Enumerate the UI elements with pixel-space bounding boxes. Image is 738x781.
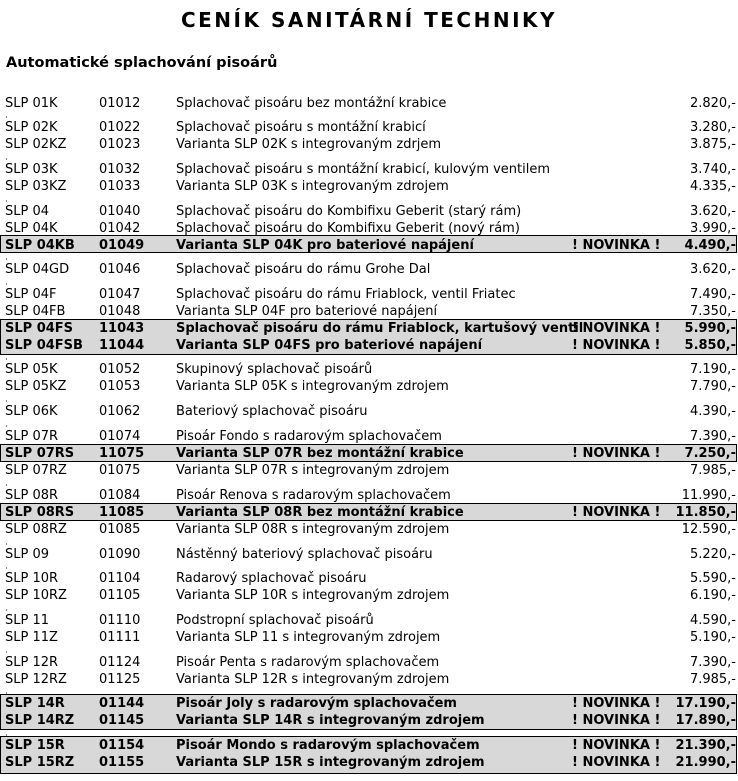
product-code: SLP 05KZ bbox=[5, 379, 67, 394]
table-row bbox=[0, 220, 738, 237]
separator-tick bbox=[6, 158, 7, 160]
product-code: SLP 01K bbox=[5, 96, 58, 111]
product-code: SLP 04FB bbox=[5, 304, 66, 319]
product-description: Pisoár Penta s radarovým splachovačem bbox=[176, 655, 440, 670]
product-code: SLP 04FSB bbox=[5, 338, 83, 353]
price: 5.850,- bbox=[684, 338, 736, 353]
order-number: 01040 bbox=[99, 204, 141, 219]
price: 7.985,- bbox=[689, 672, 736, 687]
product-code: SLP 04 bbox=[5, 204, 50, 219]
product-description: Bateriový splachovač pisoáru bbox=[176, 404, 368, 419]
product-description: Pisoár Renova s radarovým splachovačem bbox=[176, 488, 451, 503]
product-description: Varianta SLP 08R bez montážní krabice bbox=[176, 505, 464, 520]
price: 4.335,- bbox=[689, 179, 736, 194]
product-code: SLP 04GD bbox=[5, 262, 70, 277]
separator-tick bbox=[6, 400, 7, 402]
order-number: 01047 bbox=[99, 287, 141, 302]
product-description: Varianta SLP 03K s integrovaným zdrojem bbox=[176, 179, 449, 194]
order-number: 11075 bbox=[99, 446, 145, 461]
price: 11.850,- bbox=[675, 505, 736, 520]
new-badge: ! NOVINKA ! bbox=[572, 696, 661, 711]
new-badge: ! NOVINKA ! bbox=[572, 505, 661, 520]
price: 17.890,- bbox=[675, 713, 736, 728]
product-code: SLP 03K bbox=[5, 162, 58, 177]
table-row bbox=[0, 570, 738, 587]
price: 2.820,- bbox=[689, 96, 736, 111]
product-description: Splachovač pisoáru do rámu Friablock, ventil Friatec bbox=[176, 287, 516, 302]
table-row bbox=[0, 428, 738, 445]
product-code: SLP 08RZ bbox=[5, 522, 67, 537]
product-code: SLP 10R bbox=[5, 571, 59, 586]
order-number: 01124 bbox=[99, 655, 141, 670]
product-description: Podstropní splachovač pisoárů bbox=[176, 613, 374, 628]
table-row bbox=[0, 286, 738, 303]
table-row bbox=[0, 261, 738, 278]
table-row bbox=[0, 504, 738, 521]
price: 3.740,- bbox=[689, 162, 736, 177]
separator-tick bbox=[6, 734, 7, 736]
separator-tick bbox=[6, 425, 7, 427]
new-badge: ! NOVINKA ! bbox=[572, 321, 661, 336]
order-number: 01032 bbox=[99, 162, 141, 177]
separator-tick bbox=[6, 543, 7, 545]
product-description: Splachovač pisoáru do rámu Friablock, kartušový ventil bbox=[176, 321, 584, 336]
product-code: SLP 12R bbox=[5, 655, 59, 670]
order-number: 01084 bbox=[99, 488, 141, 503]
price: 3.620,- bbox=[689, 204, 736, 219]
product-description: Varianta SLP 08R s integrovaným zdrojem bbox=[176, 522, 450, 537]
product-code: SLP 11Z bbox=[5, 630, 58, 645]
price: 3.620,- bbox=[689, 262, 736, 277]
separator-tick bbox=[6, 651, 7, 653]
product-code: SLP 09 bbox=[5, 547, 50, 562]
product-description: Varianta SLP 15R s integrovaným zdrojem bbox=[176, 755, 485, 770]
product-code: SLP 08R bbox=[5, 488, 59, 503]
product-code: SLP 05K bbox=[5, 362, 58, 377]
table-row bbox=[0, 754, 738, 771]
price: 7.790,- bbox=[689, 379, 736, 394]
price: 4.490,- bbox=[684, 238, 736, 253]
product-code: SLP 07RS bbox=[5, 446, 75, 461]
table-row bbox=[0, 462, 738, 479]
table-row bbox=[0, 203, 738, 220]
product-code: SLP 07R bbox=[5, 429, 59, 444]
product-description: Varianta SLP 04F pro bateriové napájení bbox=[176, 304, 438, 319]
product-code: SLP 15R bbox=[5, 738, 65, 753]
product-description: Splachovač pisoáru s montážní krabicí bbox=[176, 120, 426, 135]
product-code: SLP 04FS bbox=[5, 321, 74, 336]
table-row bbox=[0, 378, 738, 395]
price: 3.280,- bbox=[689, 120, 736, 135]
order-number: 01154 bbox=[99, 738, 145, 753]
table-row bbox=[0, 237, 738, 254]
table-row bbox=[0, 671, 738, 688]
product-code: SLP 07RZ bbox=[5, 463, 67, 478]
product-description: Radarový splachovač pisoáru bbox=[176, 571, 367, 586]
separator-tick bbox=[6, 116, 7, 118]
table-row bbox=[0, 737, 738, 754]
table-row bbox=[0, 403, 738, 420]
section-title: Automatické splachování pisoárů bbox=[6, 55, 278, 71]
table-row bbox=[0, 546, 738, 563]
product-description: Splachovač pisoáru do Kombifixu Geberit (nový rám) bbox=[176, 221, 520, 236]
order-number: 01104 bbox=[99, 571, 141, 586]
price: 5.590,- bbox=[689, 571, 736, 586]
price: 17.190,- bbox=[675, 696, 736, 711]
price: 7.250,- bbox=[684, 446, 736, 461]
table-row bbox=[0, 629, 738, 646]
table-row bbox=[0, 712, 738, 729]
product-description: Varianta SLP 12R s integrovaným zdrojem bbox=[176, 672, 450, 687]
product-description: Varianta SLP 10R s integrovaným zdrojem bbox=[176, 588, 450, 603]
order-number: 11044 bbox=[99, 338, 145, 353]
product-description: Pisoár Mondo s radarovým splachovačem bbox=[176, 738, 480, 753]
table-row bbox=[0, 521, 738, 538]
product-description: Splachovač pisoáru s montážní krabicí, kulovým ventilem bbox=[176, 162, 551, 177]
page-title: CENÍK SANITÁRNÍ TECHNIKY bbox=[180, 8, 558, 32]
product-description: Varianta SLP 04FS pro bateriové napájení bbox=[176, 338, 483, 353]
separator-tick bbox=[6, 567, 7, 569]
separator-tick bbox=[6, 258, 7, 260]
product-code: SLP 04K bbox=[5, 221, 58, 236]
new-badge: ! NOVINKA ! bbox=[572, 338, 661, 353]
table-row bbox=[0, 119, 738, 136]
order-number: 01046 bbox=[99, 262, 141, 277]
price: 3.875,- bbox=[689, 137, 736, 152]
order-number: 01085 bbox=[99, 522, 141, 537]
product-code: SLP 12RZ bbox=[5, 672, 67, 687]
table-row bbox=[0, 161, 738, 178]
price: 5.990,- bbox=[684, 321, 736, 336]
order-number: 01048 bbox=[99, 304, 141, 319]
order-number: 01145 bbox=[99, 713, 145, 728]
separator-tick bbox=[6, 283, 7, 285]
table-row bbox=[0, 361, 738, 378]
separator-tick bbox=[6, 609, 7, 611]
product-code: SLP 02K bbox=[5, 120, 58, 135]
product-description: Varianta SLP 07R bez montážní krabice bbox=[176, 446, 464, 461]
order-number: 01110 bbox=[99, 613, 141, 628]
price: 7.190,- bbox=[689, 362, 736, 377]
product-description: Splachovač pisoáru do Kombifixu Geberit (starý rám) bbox=[176, 204, 522, 219]
separator-tick bbox=[6, 484, 7, 486]
order-number: 01049 bbox=[99, 238, 145, 253]
price: 6.190,- bbox=[689, 588, 736, 603]
order-number: 01042 bbox=[99, 221, 141, 236]
table-row bbox=[0, 95, 738, 112]
product-description: Splachovač pisoáru do rámu Grohe Dal bbox=[176, 262, 431, 277]
table-row bbox=[0, 303, 738, 320]
order-number: 01144 bbox=[99, 696, 145, 711]
order-number: 01012 bbox=[99, 96, 141, 111]
order-number: 01125 bbox=[99, 672, 141, 687]
price: 21.990,- bbox=[675, 755, 736, 770]
order-number: 01090 bbox=[99, 547, 141, 562]
table-row bbox=[0, 487, 738, 504]
new-badge: ! NOVINKA ! bbox=[572, 446, 661, 461]
price: 5.220,- bbox=[689, 547, 736, 562]
price: 4.390,- bbox=[689, 404, 736, 419]
table-row bbox=[0, 695, 738, 712]
price: 7.985,- bbox=[689, 463, 736, 478]
product-code: SLP 03KZ bbox=[5, 179, 67, 194]
separator-tick bbox=[6, 692, 7, 694]
product-description: Varianta SLP 05K s integrovaným zdrojem bbox=[176, 379, 449, 394]
order-number: 01105 bbox=[99, 588, 141, 603]
order-number: 01033 bbox=[99, 179, 141, 194]
product-description: Splachovač pisoáru bez montážní krabice bbox=[176, 96, 447, 111]
price: 7.350,- bbox=[689, 304, 736, 319]
product-code: SLP 04KB bbox=[5, 238, 75, 253]
table-row bbox=[0, 654, 738, 671]
price: 5.190,- bbox=[689, 630, 736, 645]
product-description: Pisoár Fondo s radarovým splachovačem bbox=[176, 429, 442, 444]
separator-tick bbox=[6, 358, 7, 360]
new-badge: ! NOVINKA ! bbox=[572, 713, 661, 728]
price: 7.390,- bbox=[689, 429, 736, 444]
product-description: Varianta SLP 02K s integrovaným zdrjem bbox=[176, 137, 442, 152]
price: 4.590,- bbox=[689, 613, 736, 628]
order-number: 01075 bbox=[99, 463, 141, 478]
price: 7.390,- bbox=[689, 655, 736, 670]
table-row bbox=[0, 136, 738, 153]
product-description: Varianta SLP 04K pro bateriové napájení bbox=[176, 238, 474, 253]
order-number: 11043 bbox=[99, 321, 145, 336]
product-code: SLP 14RZ bbox=[5, 713, 75, 728]
order-number: 01022 bbox=[99, 120, 141, 135]
order-number: 01155 bbox=[99, 755, 145, 770]
product-code: SLP 08RS bbox=[5, 505, 75, 520]
price: 11.990,- bbox=[681, 488, 736, 503]
table-row bbox=[0, 337, 738, 354]
separator-tick bbox=[6, 200, 7, 202]
new-badge: ! NOVINKA ! bbox=[572, 738, 661, 753]
table-row bbox=[0, 178, 738, 195]
product-description: Nástěnný bateriový splachovač pisoáru bbox=[176, 547, 433, 562]
product-code: SLP 02KZ bbox=[5, 137, 67, 152]
price: 12.590,- bbox=[681, 522, 736, 537]
table-row bbox=[0, 320, 738, 337]
new-badge: ! NOVINKA ! bbox=[572, 238, 661, 253]
product-code: SLP 14R bbox=[5, 696, 65, 711]
product-code: SLP 11 bbox=[5, 613, 50, 628]
table-row bbox=[0, 612, 738, 629]
order-number: 01052 bbox=[99, 362, 141, 377]
product-code: SLP 06K bbox=[5, 404, 58, 419]
product-description: Varianta SLP 07R s integrovaným zdrojem bbox=[176, 463, 450, 478]
order-number: 11085 bbox=[99, 505, 145, 520]
new-badge: ! NOVINKA ! bbox=[572, 755, 661, 770]
product-code: SLP 10RZ bbox=[5, 588, 67, 603]
order-number: 01053 bbox=[99, 379, 141, 394]
order-number: 01062 bbox=[99, 404, 141, 419]
table-row bbox=[0, 587, 738, 604]
price: 21.390,- bbox=[675, 738, 736, 753]
order-number: 01074 bbox=[99, 429, 141, 444]
table-row bbox=[0, 445, 738, 462]
product-description: Pisoár Joly s radarovým splachovačem bbox=[176, 696, 457, 711]
price: 3.990,- bbox=[689, 221, 736, 236]
price: 7.490,- bbox=[689, 287, 736, 302]
order-number: 01023 bbox=[99, 137, 141, 152]
product-code: SLP 15RZ bbox=[5, 755, 75, 770]
product-description: Skupinový splachovač pisoárů bbox=[176, 362, 373, 377]
product-description: Varianta SLP 14R s integrovaným zdrojem bbox=[176, 713, 485, 728]
product-code: SLP 04F bbox=[5, 287, 57, 302]
product-description: Varianta SLP 11 s integrovaným zdrojem bbox=[176, 630, 441, 645]
order-number: 01111 bbox=[99, 630, 141, 645]
